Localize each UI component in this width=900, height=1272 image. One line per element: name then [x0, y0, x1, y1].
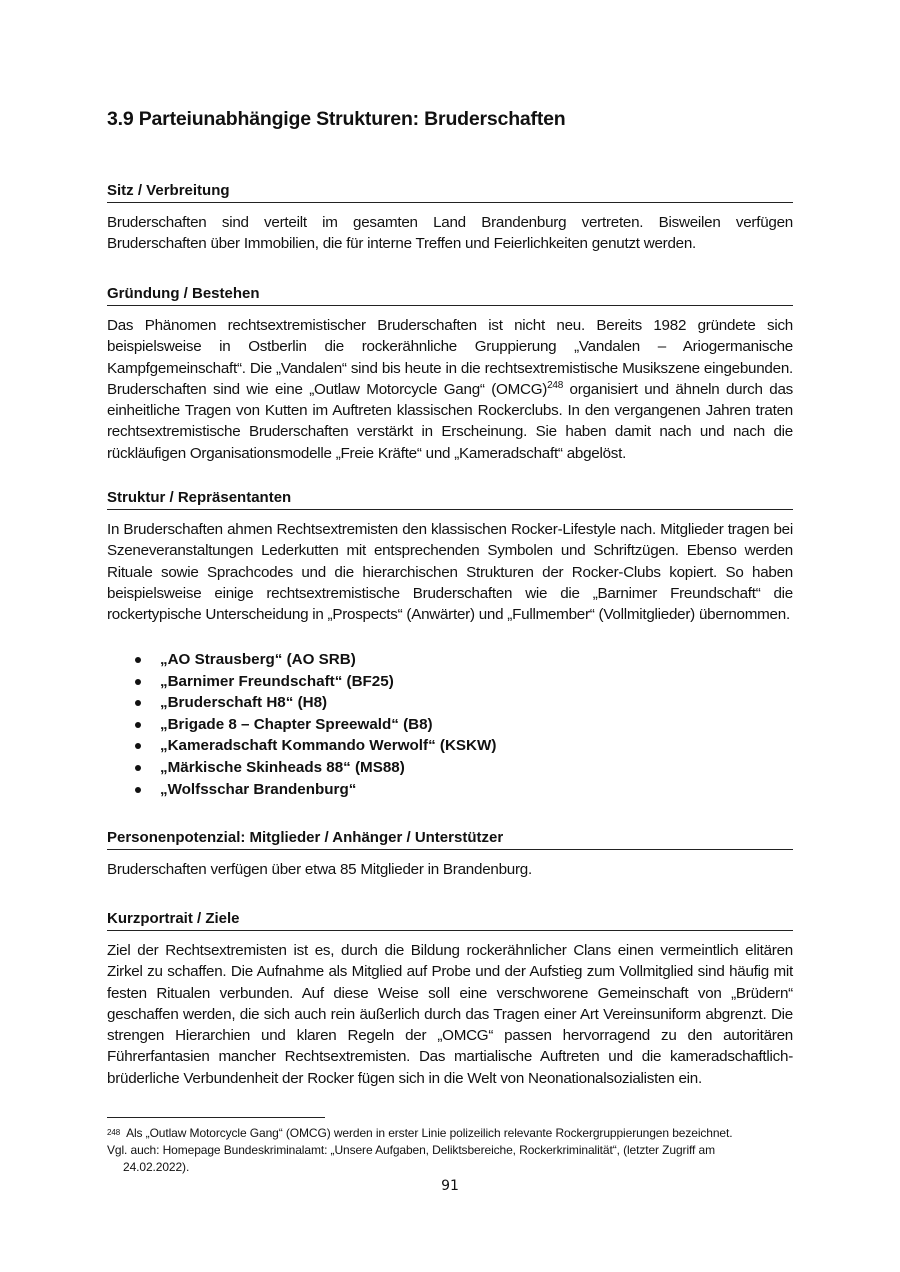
section-text-personen: Bruderschaften verfügen über etwa 85 Mitglieder in Brandenburg. [107, 861, 532, 878]
page-number: 91 [441, 1178, 459, 1194]
list-item [107, 735, 793, 757]
section-gruendung [107, 285, 793, 464]
section-heading-sitz: Sitz / Verbreitung [107, 182, 793, 203]
section-sitz [107, 182, 793, 255]
list-item-label: „Brigade 8 – Chapter Spreewald“ (B8) [160, 715, 433, 733]
organization-list [107, 649, 793, 800]
section-heading-kurzportrait: Kurzportrait / Ziele [107, 910, 793, 931]
list-item-label: „AO Strausberg“ (AO SRB) [160, 651, 356, 668]
bullet-icon [135, 657, 141, 663]
page-title: 3.9 Parteiunabhängige Strukturen: Bruderschaften [107, 108, 566, 130]
footnote-text-3: 24.02.2022). [123, 1160, 190, 1174]
gruendung-text-part2: organisiert und ähneln durch das einheitliche Tragen von Kutten im Auftreten klassischen Rockerclubs. In den vergangenen Jahren traten rechtsextremistische Bruderschaften verstärkt in Erscheinung. Sie haben damit nach und nach die rückläufigen Organisationsmodelle „Freie Kräfte“ und „Kameradschaft“ abgelöst. [107, 380, 793, 462]
bullet-icon [135, 700, 141, 706]
section-kurzportrait [107, 910, 793, 1089]
section-heading-struktur: Struktur / Repräsentanten [107, 489, 793, 510]
footnote [107, 1125, 797, 1176]
section-text-gruendung [107, 315, 793, 464]
bullet-icon [135, 787, 141, 793]
list-item-label: „Wolfsschar Brandenburg“ [160, 780, 357, 798]
bullet-icon [135, 743, 141, 749]
list-item-label: „Bruderschaft H8“ (H8) [160, 694, 328, 712]
list-item-label: „Barnimer Freundschaft“ (BF25) [160, 672, 394, 690]
list-item [107, 779, 793, 801]
section-text-kurzportrait: Ziel der Rechtsextremisten ist es, durch die Bildung rockerähnlicher Clans einen vermeintlich elitären Zirkel zu schaffen. Die Aufnahme als Mitglied auf Probe und der Aufstieg zum Vollmitglied sind häufig mit festen Ritualen verbunden. Auf diese Weise soll eine verschworene Gemeinschaft von „Brüdern“ geschaffen werden, die sich auch rein äußerlich durch das Tragen einer Art Vereinsuniform abgrenzt. Die strengen Hierarchien und klaren Regeln der „OMCG“ passen hervorragend zu den autoritären Führerfantasien mancher Rechtsextremisten. Das martialische Auftreten und die kameradschaftlich-brüderliche Verbundenheit der Rocker fügen sich in die Welt von Neonationalsozialisten ein. [107, 942, 793, 1087]
section-heading-gruendung: Gründung / Bestehen [107, 285, 793, 306]
section-personen [107, 829, 793, 880]
footnote-line [107, 1125, 797, 1142]
bullet-icon [135, 765, 141, 771]
footnote-text-2: Vgl. auch: Homepage Bundeskriminalamt: „Unsere Aufgaben, Deliktsbereiche, Rockerkriminalität“, (letzter Zugriff am [107, 1143, 715, 1157]
section-text-sitz: Bruderschaften sind verteilt im gesamten Land Brandenburg vertreten. Bisweilen verfügen Bruderschaften über Immobilien, die für interne Treffen und Feierlichkeiten genutzt werden. [107, 214, 793, 253]
list-item [107, 757, 793, 779]
list-item [107, 649, 793, 671]
list-item [107, 671, 793, 693]
list-item [107, 692, 793, 714]
section-struktur [107, 489, 793, 625]
gruendung-text-part1: Das Phänomen rechtsextremistischer Bruderschaften ist nicht neu. Bereits 1982 gründete sich beispielsweise in Ostberlin die rockerähnliche Gruppierung „Vandalen – Ariogermanische Kampfgemeinschaft“. Die „Vandalen“ sind bis heute in die rechtsextremistische Musikszene eingebunden. Bruderschaften sind wie eine „Outlaw Motorcycle Gang“ (OMCG) [107, 317, 793, 398]
bullet-icon [135, 722, 141, 728]
list-item [107, 714, 793, 736]
list-item-label: „Kameradschaft Kommando Werwolf“ (KSKW) [160, 737, 497, 755]
footnote-number: 248 [107, 1128, 121, 1137]
footnote-reference[interactable]: 248 [547, 379, 564, 391]
footnote-divider [107, 1117, 325, 1118]
list-item-label: „Märkische Skinheads 88“ (MS88) [160, 758, 405, 776]
section-text-struktur: In Bruderschaften ahmen Rechtsextremisten den klassischen Rocker-Lifestyle nach. Mitglieder tragen bei Szeneveranstaltungen Lederkutten mit entsprechenden Symbolen und Schriftzügen. Ebenso werden Rituale sowie Sprachcodes und die hierarchischen Strukturen der Rocker-Clubs kopiert. So haben beispielsweise einige rechtsextremistische Bruderschaften wie die „Barnimer Freundschaft“ die rockertypische Unterscheidung in „Prospects“ (Anwärter) und „Fullmember“ (Vollmitglieder) übernommen. [107, 521, 793, 624]
bullet-icon [135, 679, 141, 685]
section-heading-personen: Personenpotenzial: Mitglieder / Anhänger / Unterstützer [107, 829, 793, 850]
footnote-text-1: Als „Outlaw Motorcycle Gang“ (OMCG) werden in erster Linie polizeilich relevante Rockergruppierungen bezeichnet. [126, 1126, 733, 1140]
